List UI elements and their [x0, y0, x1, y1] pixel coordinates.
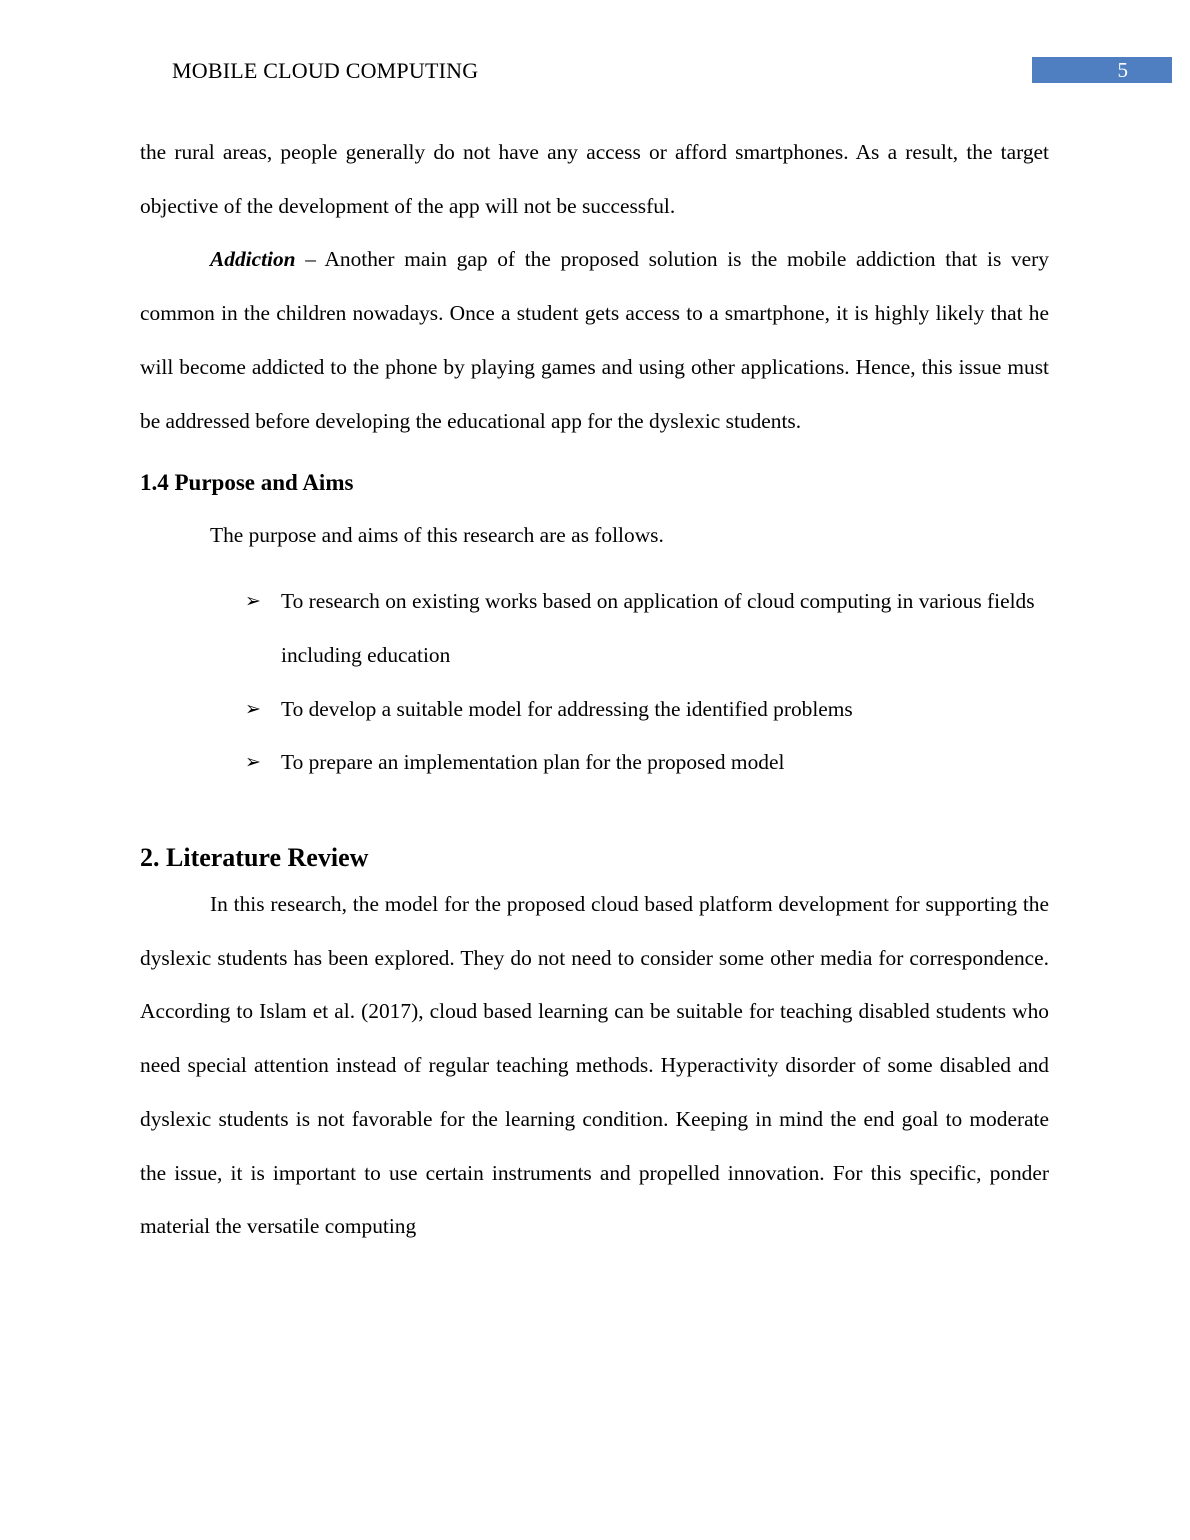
aims-list: [140, 575, 1049, 790]
list-item: [140, 575, 1049, 682]
arrow-bullet-icon: ➢: [245, 697, 261, 720]
purpose-intro: The purpose and aims of this research are as follows.: [210, 523, 664, 548]
heading-literature-review: 2. Literature Review: [140, 843, 369, 873]
arrow-bullet-icon: ➢: [245, 590, 261, 613]
list-item-text: To develop a suitable model for addressing the identified problems: [281, 696, 853, 721]
list-item: [140, 683, 1049, 737]
arrow-bullet-icon: ➢: [245, 751, 261, 774]
paragraph-rural-areas: the rural areas, people generally do not have any access or afford smartphones. As a result, the target objective of the development of the app will not be successful.: [140, 140, 1049, 218]
list-item-text: To research on existing works based on application of cloud computing in various fields including education: [281, 589, 1035, 667]
list-item: [140, 736, 1049, 790]
running-header-title: MOBILE CLOUD COMPUTING: [172, 58, 479, 83]
document-body: [140, 126, 1049, 1254]
page-number: 5: [1032, 57, 1172, 83]
list-item-text: To prepare an implementation plan for the proposed model: [281, 750, 785, 775]
addiction-text: – Another main gap of the proposed solution is the mobile addiction that is very common in the children nowadays. Once a student gets access to a smartphone, it is highly likely that he will become addicted to the phone by playing games and using other applications. Hence, this issue must be addressed before developing the educational app for the dyslexic students.: [140, 247, 1049, 433]
paragraph-addiction: [140, 233, 1049, 448]
addiction-term: Addiction: [210, 247, 296, 272]
paragraph-literature-review: In this research, the model for the proposed cloud based platform development for supporting the dyslexic students has been explored. They do not need to consider some other media for correspondence. According to Islam et al. (2017), cloud based learning can be suitable for teaching disabled students who need special attention instead of regular teaching methods. Hyperactivity disorder of some disabled and dyslexic students is not favorable for the learning condition. Keeping in mind the end goal to moderate the issue, it is important to use certain instruments and propelled innovation. For this specific, ponder material the versatile computing: [140, 892, 1049, 1239]
heading-purpose-and-aims: 1.4 Purpose and Aims: [140, 470, 354, 496]
